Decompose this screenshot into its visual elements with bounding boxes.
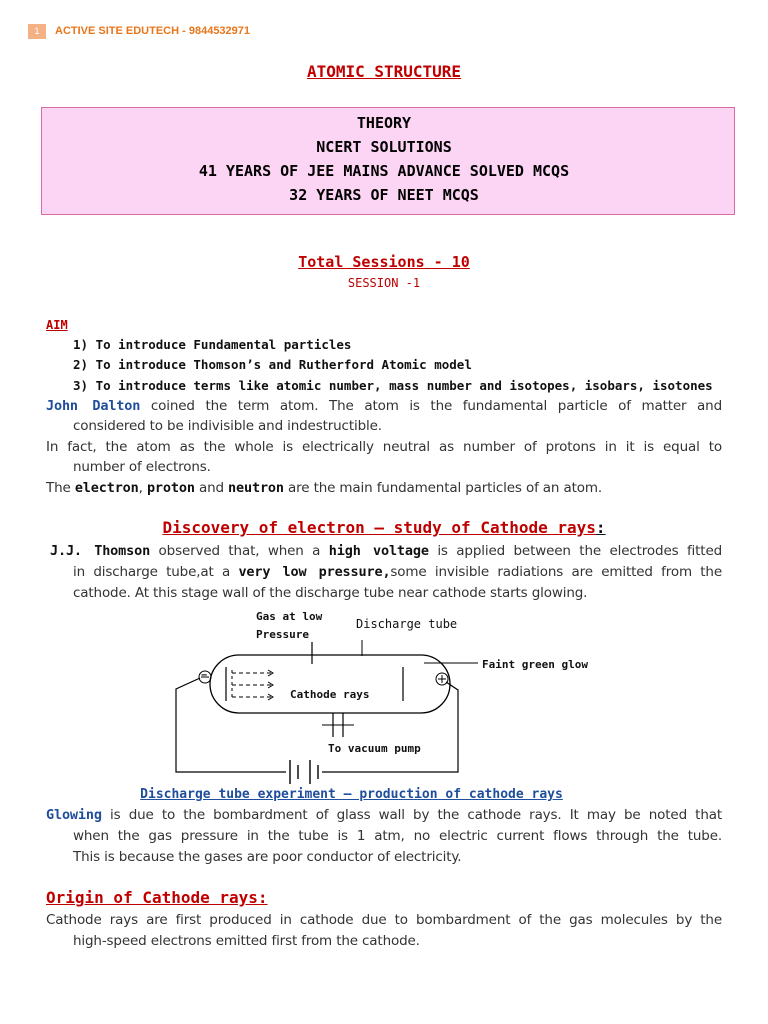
discovery-heading-colon: : (595, 518, 606, 537)
proton-term: proton (146, 480, 195, 496)
glowing-text: is due to the bombardment of glass wall by the cathode rays. It may be noted that (101, 807, 722, 823)
total-sessions: Total Sessions - 10 (298, 253, 470, 271)
dalton-text: coined the term atom. The atom is the fundamental particle of matter and (140, 398, 722, 414)
low-pressure-term: very low pressure, (238, 564, 391, 580)
thomson-text: some invisible radiations are emitted from the (390, 564, 722, 580)
particles-text: are the main fundamental particles of an atom. (283, 480, 602, 496)
box-line-theory: THEORY (356, 114, 412, 132)
origin-line-1: Cathode rays are first produced in cathode due to bombardment of the gas molecules by the (46, 912, 722, 928)
particles-text: , (138, 480, 147, 496)
discovery-heading-text: Discovery of electron – study of Cathode rays (162, 518, 596, 537)
particles-line (46, 480, 722, 496)
thomson-text: is applied between the electrodes fitted (428, 543, 723, 559)
aim-item: 3) To introduce terms like atomic number, mass number and isotopes, isobars, isotones (73, 378, 713, 393)
origin-heading: Origin of Cathode rays: (46, 888, 268, 907)
particles-text: and (194, 480, 229, 496)
particles-text: The (46, 480, 75, 496)
aim-item: 2) To introduce Thomson’s and Rutherford Atomic model (73, 357, 472, 372)
discovery-heading (0, 518, 768, 537)
discharge-tube-label: Discharge tube (356, 617, 458, 631)
thomson-line-1 (50, 543, 722, 559)
origin-line-2: high-speed electrons emitted first from the cathode. (73, 933, 420, 949)
dalton-name: John Dalton (46, 398, 141, 414)
plus-sign (438, 672, 444, 683)
wire-left (176, 678, 286, 772)
glowing-line-1 (46, 807, 722, 823)
aim-item: 1) To introduce Fundamental particles (73, 337, 352, 352)
vacuum-pump-label: To vacuum pump (328, 742, 421, 755)
thomson-text: observed that, when a (150, 543, 329, 559)
dalton-line-2: considered to be indivisible and indestructible. (73, 418, 382, 434)
box-line-jee: 41 YEARS OF JEE MAINS ADVANCE SOLVED MCQS (198, 162, 570, 180)
thomson-text: in discharge tube,at a (73, 564, 239, 580)
cathode-rays-label: Cathode rays (290, 688, 370, 701)
cathode-ray-arrows (232, 673, 272, 697)
electron-term: electron (74, 480, 139, 496)
high-voltage-term: high voltage (328, 543, 429, 559)
neutral-line-1: In fact, the atom as the whole is electrically neutral as number of protons in it is equal to (46, 439, 722, 455)
page-title: ATOMIC STRUCTURE (306, 62, 462, 81)
header-text: ACTIVE SITE EDUTECH - 9844532971 (55, 25, 251, 37)
neutral-line-2: number of electrons. (73, 459, 211, 475)
gas-label-line-2: Pressure (256, 628, 309, 641)
faint-green-glow-label: Faint green glow (482, 658, 588, 671)
diagram-caption: Discharge tube experiment – production of cathode rays (140, 787, 563, 802)
thomson-line-3: cathode. At this stage wall of the discharge tube near cathode starts glowing. (73, 585, 588, 601)
gas-label-line-1: Gas at low (256, 610, 323, 623)
tube-outline (210, 655, 450, 713)
thomson-name: J.J. Thomson (50, 543, 151, 559)
glowing-line-2: when the gas pressure in the tube is 1 atm, no electric current flows through the tube. (73, 828, 722, 844)
neutron-term: neutron (228, 480, 284, 496)
minus-sign: − (201, 670, 208, 681)
box-line-neet: 32 YEARS OF NEET MCQS (289, 186, 479, 204)
dalton-line-1 (46, 398, 722, 414)
thomson-line-2 (73, 564, 722, 580)
box-line-ncert: NCERT SOLUTIONS (316, 138, 452, 156)
session-label: SESSION -1 (347, 276, 421, 290)
page-number: 1 (28, 24, 46, 39)
aim-heading: AIM (46, 318, 68, 332)
glowing-term: Glowing (46, 807, 102, 823)
glowing-line-3: This is because the gases are poor conductor of electricity. (73, 849, 462, 865)
